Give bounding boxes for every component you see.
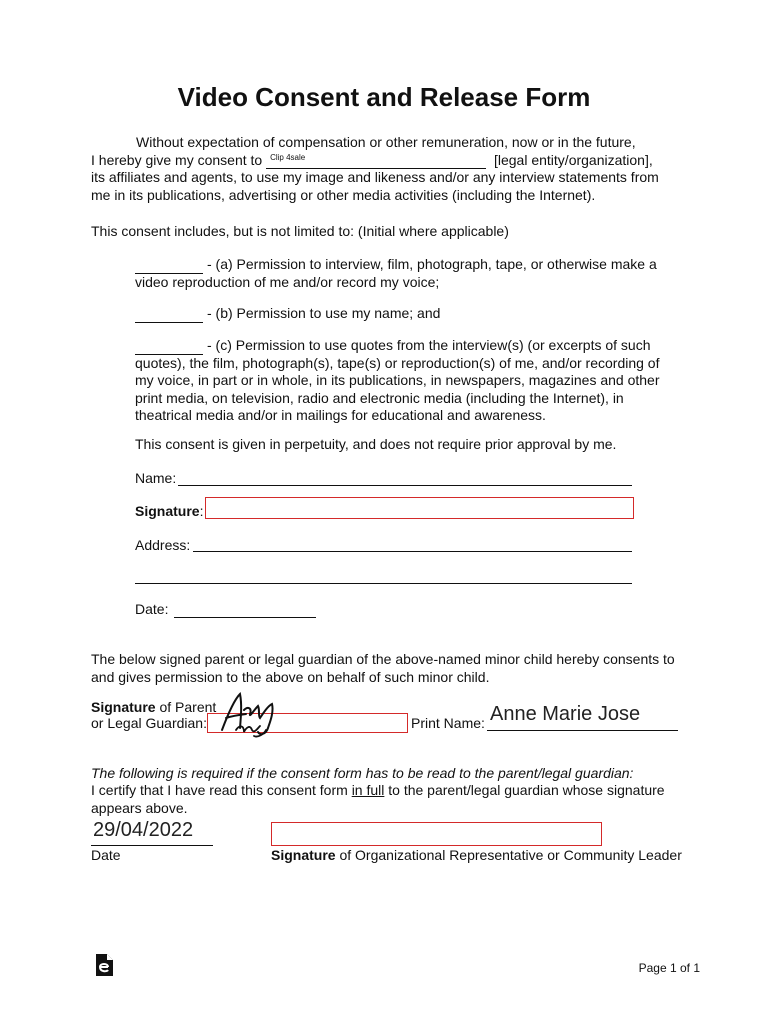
initial-a-field[interactable] (135, 260, 203, 274)
signature-colon: : (199, 503, 204, 519)
item-c-text: - (c) Permission to use quotes from the interview(s) (or excerpts of such quotes), the film, photograph(s), tape(s) or reproduction(s) of me, and/or recording of my voice, in part or in whole, in its publications, in newspapers, magazines and other print media, on television, radio and electronic media (including the Internet), in theatrical media and/or in mailings for educational and awareness. (135, 337, 660, 423)
representative-label (271, 847, 682, 863)
guardian-sig-line-1 (91, 699, 216, 715)
guardian-sig-bold: Signature (91, 699, 156, 715)
initial-b-field[interactable] (135, 309, 203, 323)
representative-rest: of Organizational Representative or Community Leader (335, 847, 682, 863)
guardian-signature-label (91, 699, 216, 731)
guardian-statement: The below signed parent or legal guardian of the above-named minor child hereby consents to and gives permission to the above on behalf of such minor child. (91, 651, 675, 685)
representative-bold: Signature (271, 847, 336, 863)
includes-text: This consent includes, but is not limited to: (Initial where applicable) (91, 223, 509, 239)
intro-rest: its affiliates and agents, to use my image and likeness and/or any interview statements from me in its publications, advertising or other media activities (including the Internet). (91, 169, 659, 203)
entity-value: Clip 4sale (270, 153, 306, 162)
print-name-field[interactable] (487, 730, 678, 731)
intro-paragraph (91, 134, 681, 204)
item-c (135, 337, 680, 425)
reader-certify (91, 782, 681, 817)
perpetuity-text: This consent is given in perpetuity, and does not require prior approval by me. (135, 436, 617, 452)
date-label: Date: (135, 601, 169, 617)
representative-signature-field[interactable] (271, 822, 602, 846)
address-field-1[interactable] (193, 551, 632, 552)
reader-date-label: Date (91, 847, 121, 863)
print-name-value: Anne Marie Jose (490, 703, 641, 725)
name-label: Name: (135, 470, 177, 486)
signature-field[interactable] (205, 497, 634, 519)
item-a (135, 256, 680, 291)
entity-field[interactable] (266, 153, 486, 169)
guardian-sig-line-2: or Legal Guardian: (91, 715, 207, 731)
certify-prefix: I certify that I have read this consent form (91, 782, 352, 798)
page-number: Page 1 of 1 (638, 961, 700, 975)
date-field[interactable] (174, 617, 316, 618)
item-b-text: - (b) Permission to use my name; and (207, 305, 441, 321)
reader-date-value: 29/04/2022 (93, 819, 194, 841)
name-field[interactable] (178, 485, 632, 486)
form-title: Video Consent and Release Form (177, 82, 591, 112)
signature-label (135, 503, 203, 519)
certify-underlined: in full (351, 782, 385, 798)
consent-suffix: [legal entity/organization], (493, 151, 653, 168)
signature-label-bold: Signature (135, 503, 200, 519)
print-name-label: Print Name: (411, 715, 485, 731)
guardian-sig-rest: of Parent (155, 699, 217, 715)
item-a-text: - (a) Permission to interview, film, photograph, tape, or otherwise make a video reproduction of me and/or record my voice; (135, 256, 657, 290)
handwritten-signature-icon (214, 688, 284, 746)
consent-prefix: I hereby give my consent to (91, 151, 263, 168)
address-label: Address: (135, 537, 191, 553)
reader-date-field[interactable] (91, 845, 213, 846)
intro-line-1: Without expectation of compensation or other remuneration, now or in the future, (136, 134, 636, 150)
document-logo-icon (94, 953, 114, 977)
address-field-2[interactable] (135, 583, 632, 584)
certify-suffix: to the parent/legal guardian whose signature appears above. (91, 782, 665, 816)
initial-c-field[interactable] (135, 341, 203, 355)
reader-note: The following is required if the consent form has to be read to the parent/legal guardian: (91, 765, 634, 781)
intro-line-2 (91, 152, 681, 170)
item-b (135, 305, 680, 323)
